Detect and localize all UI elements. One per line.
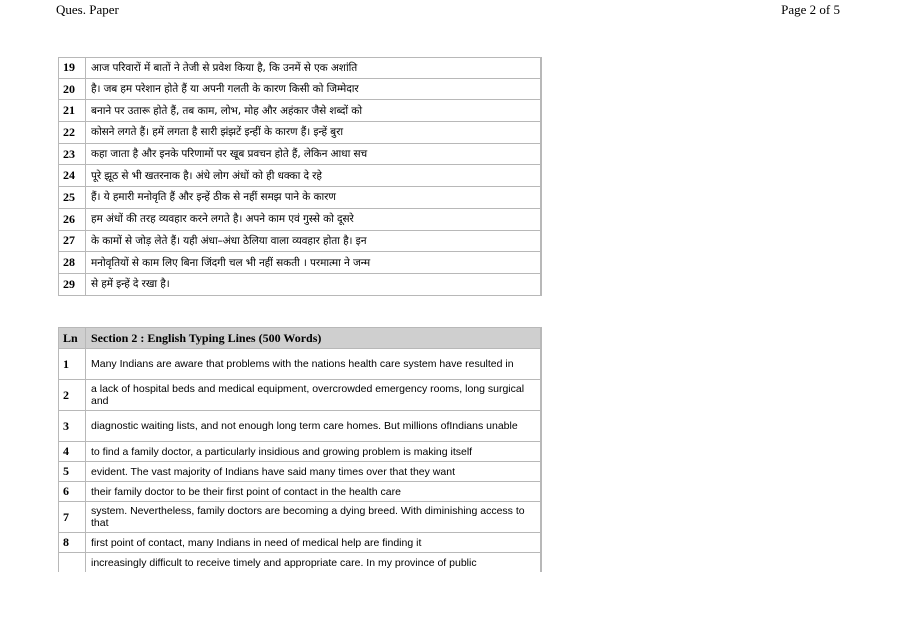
- table-row: [58, 502, 542, 533]
- table-row: [58, 442, 542, 462]
- table-row: [58, 380, 542, 411]
- header-title: Ques. Paper: [56, 2, 119, 17]
- line-number: 22: [58, 122, 86, 144]
- table-row: [58, 252, 542, 274]
- line-number: 29: [58, 274, 86, 296]
- line-text: से हमें इन्हें दे रखा है।: [86, 274, 542, 296]
- line-number: 3: [58, 411, 86, 442]
- line-text: मनोवृतियों से काम लिए बिना जिंदगी चल भी नहीं सकती । परमात्मा ने जन्म: [86, 252, 542, 274]
- table-row: [58, 553, 542, 572]
- table-row: [58, 231, 542, 253]
- table-row: [58, 165, 542, 187]
- table-row: [58, 462, 542, 482]
- line-text: है। जब हम परेशान होते हैं या अपनी गलती के कारण किसी को जिम्मेदार: [86, 79, 542, 101]
- line-number: 7: [58, 502, 86, 533]
- line-text: कहा जाता है और इनके परिणामों पर खूब प्रवचन होते हैं, लेकिन आधा सच: [86, 144, 542, 166]
- line-text: आज परिवारों में बातों ने तेजी से प्रवेश किया है, कि उनमें से एक अशांति: [86, 57, 542, 79]
- line-text: बनाने पर उतारू होते हैं, तब काम, लोभ, मोह और अहंकार जैसे शब्दों को: [86, 100, 542, 122]
- line-number: 19: [58, 57, 86, 79]
- line-text: Many Indians are aware that problems with the nations health care system have resulted in: [86, 349, 542, 380]
- table-row: [58, 209, 542, 231]
- line-number: 2: [58, 380, 86, 411]
- line-number: 25: [58, 187, 86, 209]
- line-number: 21: [58, 100, 86, 122]
- line-text: हैं। ये हमारी मनोवृति हैं और इन्हें ठीक से नहीं समझ पाने के कारण: [86, 187, 542, 209]
- table-row: [58, 411, 542, 442]
- section-title: Section 2 : English Typing Lines (500 Words): [86, 327, 542, 349]
- line-text: to find a family doctor, a particularly insidious and growing problem is making itself: [86, 442, 542, 462]
- hindi-lines-table: [58, 57, 542, 296]
- table-row: [58, 482, 542, 502]
- line-number: 5: [58, 462, 86, 482]
- table-row: [58, 274, 542, 296]
- line-number: 23: [58, 144, 86, 166]
- table-row: [58, 100, 542, 122]
- line-text: first point of contact, many Indians in need of medical help are finding it: [86, 533, 542, 553]
- line-text: diagnostic waiting lists, and not enough long term care homes. But millions ofIndians unable: [86, 411, 542, 442]
- line-number: 8: [58, 533, 86, 553]
- table-row: [58, 187, 542, 209]
- line-text: कोसने लगते हैं। हमें लगता है सारी झंझटें इन्हीं के कारण हैं। इन्हें बुरा: [86, 122, 542, 144]
- line-number: 6: [58, 482, 86, 502]
- table-row: [58, 122, 542, 144]
- line-text: their family doctor to be their first point of contact in the health care: [86, 482, 542, 502]
- table-row: [58, 57, 542, 79]
- english-lines-table: [58, 327, 542, 572]
- line-number: 20: [58, 79, 86, 101]
- line-text: increasingly difficult to receive timely and appropriate care. In my province of public: [86, 553, 542, 572]
- line-text: a lack of hospital beds and medical equipment, overcrowded emergency rooms, long surgical and: [86, 380, 542, 411]
- table-row: [58, 79, 542, 101]
- line-number: 24: [58, 165, 86, 187]
- line-number: 1: [58, 349, 86, 380]
- line-number: [58, 553, 86, 572]
- line-number: 27: [58, 231, 86, 253]
- line-text: evident. The vast majority of Indians have said many times over that they want: [86, 462, 542, 482]
- line-number: 4: [58, 442, 86, 462]
- line-text: system. Nevertheless, family doctors are becoming a dying breed. With diminishing access to that: [86, 502, 542, 533]
- table-row: [58, 533, 542, 553]
- page-number: Page 2 of 5: [781, 2, 840, 17]
- line-number: 28: [58, 252, 86, 274]
- line-text: के कामों से जोड़ लेते हैं। यही अंधा–अंधा ठेलिया वाला व्यवहार होता है। इन: [86, 231, 542, 253]
- column-header-ln: Ln: [58, 327, 86, 349]
- table-header-row: [58, 327, 542, 349]
- line-text: पूरे झूठ से भी खतरनाक है। अंधे लोग अंधों को ही धक्का दे रहे: [86, 165, 542, 187]
- table-row: [58, 349, 542, 380]
- line-text: हम अंधों की तरह व्यवहार करने लगते है। अपने काम एवं गुस्से को दूसरे: [86, 209, 542, 231]
- table-row: [58, 144, 542, 166]
- line-number: 26: [58, 209, 86, 231]
